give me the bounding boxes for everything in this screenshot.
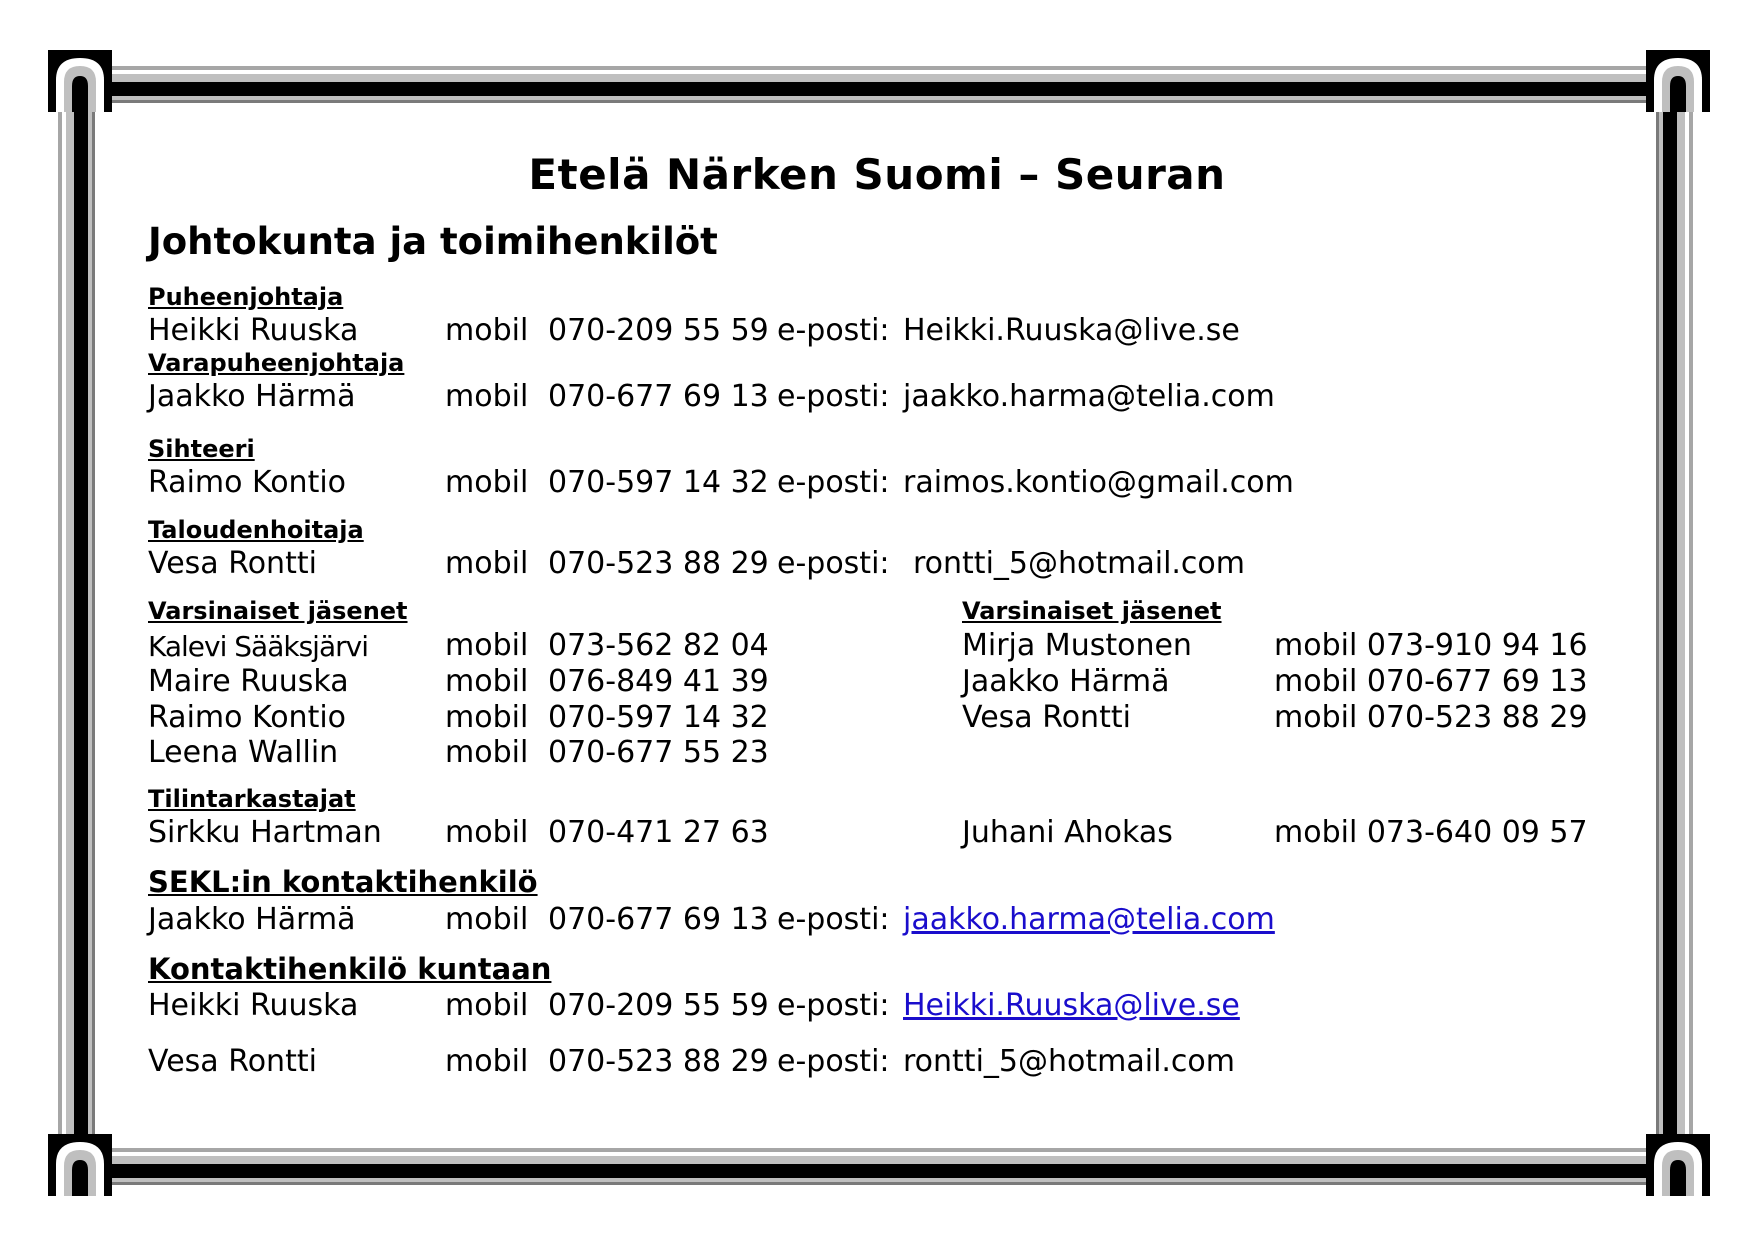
contact-name: Jaakko Härmä bbox=[148, 379, 356, 414]
mobil-label: mobil bbox=[445, 1044, 529, 1079]
member-phone: 076-849 41 39 bbox=[548, 664, 769, 699]
contact-name: Raimo Kontio bbox=[148, 465, 347, 500]
email-link[interactable]: Heikki.Ruuska@live.se bbox=[903, 988, 1240, 1023]
contact-name: Heikki Ruuska bbox=[148, 313, 359, 348]
auditor-phone: 070-471 27 63 bbox=[548, 815, 769, 850]
section-label-varapuheenjohtaja: Varapuheenjohtaja bbox=[148, 349, 405, 377]
email-label: e-posti: bbox=[777, 379, 890, 414]
auditor-name: Sirkku Hartman bbox=[148, 815, 382, 850]
email-label: e-posti: bbox=[777, 546, 890, 581]
email-label: e-posti: bbox=[777, 1044, 890, 1079]
contact-email: Heikki.Ruuska@live.se bbox=[903, 313, 1240, 348]
contact-email: rontti_5@hotmail.com bbox=[913, 546, 1246, 581]
auditor-phone: mobil 073-640 09 57 bbox=[1274, 815, 1588, 850]
member-phone: mobil 073-910 94 16 bbox=[1274, 628, 1588, 663]
contact-email: rontti_5@hotmail.com bbox=[903, 1044, 1236, 1079]
mobil-label: mobil bbox=[445, 313, 529, 348]
mobil-label: mobil bbox=[445, 379, 529, 414]
section-label-sihteeri: Sihteeri bbox=[148, 435, 255, 463]
contact-name: Heikki Ruuska bbox=[148, 988, 359, 1023]
mobil-label: mobil bbox=[445, 546, 529, 581]
mobil-label: mobil bbox=[445, 902, 529, 937]
contact-name: Jaakko Härmä bbox=[148, 902, 356, 937]
member-phone: 073-562 82 04 bbox=[548, 628, 769, 663]
member-name: Kalevi Sääksjärvi bbox=[148, 630, 368, 663]
mobil-label: mobil bbox=[445, 700, 529, 735]
section-label-taloudenhoitaja: Taloudenhoitaja bbox=[148, 516, 364, 544]
contact-phone: 070-209 55 59 bbox=[548, 313, 769, 348]
contact-name: Vesa Rontti bbox=[148, 1044, 317, 1079]
contact-phone: 070-677 69 13 bbox=[548, 379, 769, 414]
member-phone: mobil 070-677 69 13 bbox=[1274, 664, 1588, 699]
email-label: e-posti: bbox=[777, 465, 890, 500]
mobil-label: mobil bbox=[445, 815, 529, 850]
member-name: Jaakko Härmä bbox=[962, 664, 1170, 699]
section-label-kunta: Kontaktihenkilö kuntaan bbox=[148, 952, 552, 986]
contact-phone: 070-209 55 59 bbox=[548, 988, 769, 1023]
page-title: Etelä Närken Suomi – Seuran bbox=[528, 150, 1226, 199]
page-subtitle: Johtokunta ja toimihenkilöt bbox=[148, 220, 718, 263]
mobil-label: mobil bbox=[445, 735, 529, 770]
contact-phone: 070-597 14 32 bbox=[548, 465, 769, 500]
mobil-label: mobil bbox=[445, 664, 529, 699]
email-label: e-posti: bbox=[777, 988, 890, 1023]
contact-name: Vesa Rontti bbox=[148, 546, 317, 581]
section-label-sekl: SEKL:in kontaktihenkilö bbox=[148, 865, 538, 899]
contact-phone: 070-677 69 13 bbox=[548, 902, 769, 937]
mobil-label: mobil bbox=[445, 628, 529, 663]
member-name: Vesa Rontti bbox=[962, 700, 1131, 735]
contact-email: jaakko.harma@telia.com bbox=[903, 379, 1275, 414]
member-phone: mobil 070-523 88 29 bbox=[1274, 700, 1588, 735]
mobil-label: mobil bbox=[445, 465, 529, 500]
member-name: Mirja Mustonen bbox=[962, 628, 1192, 663]
member-phone: 070-677 55 23 bbox=[548, 735, 769, 770]
email-link[interactable]: jaakko.harma@telia.com bbox=[903, 902, 1275, 937]
section-label-varsinaiset-right: Varsinaiset jäsenet bbox=[962, 597, 1222, 625]
auditor-name: Juhani Ahokas bbox=[962, 815, 1173, 850]
member-phone: 070-597 14 32 bbox=[548, 700, 769, 735]
contact-phone: 070-523 88 29 bbox=[548, 1044, 769, 1079]
member-name: Raimo Kontio bbox=[148, 700, 347, 735]
section-label-puheenjohtaja: Puheenjohtaja bbox=[148, 283, 344, 311]
contact-phone: 070-523 88 29 bbox=[548, 546, 769, 581]
section-label-varsinaiset-left: Varsinaiset jäsenet bbox=[148, 597, 408, 625]
section-label-tilintarkastajat: Tilintarkastajat bbox=[148, 785, 356, 813]
contact-email: raimos.kontio@gmail.com bbox=[903, 465, 1294, 500]
member-name: Maire Ruuska bbox=[148, 664, 349, 699]
email-label: e-posti: bbox=[777, 902, 890, 937]
email-label: e-posti: bbox=[777, 313, 890, 348]
mobil-label: mobil bbox=[445, 988, 529, 1023]
member-name: Leena Wallin bbox=[148, 735, 339, 770]
